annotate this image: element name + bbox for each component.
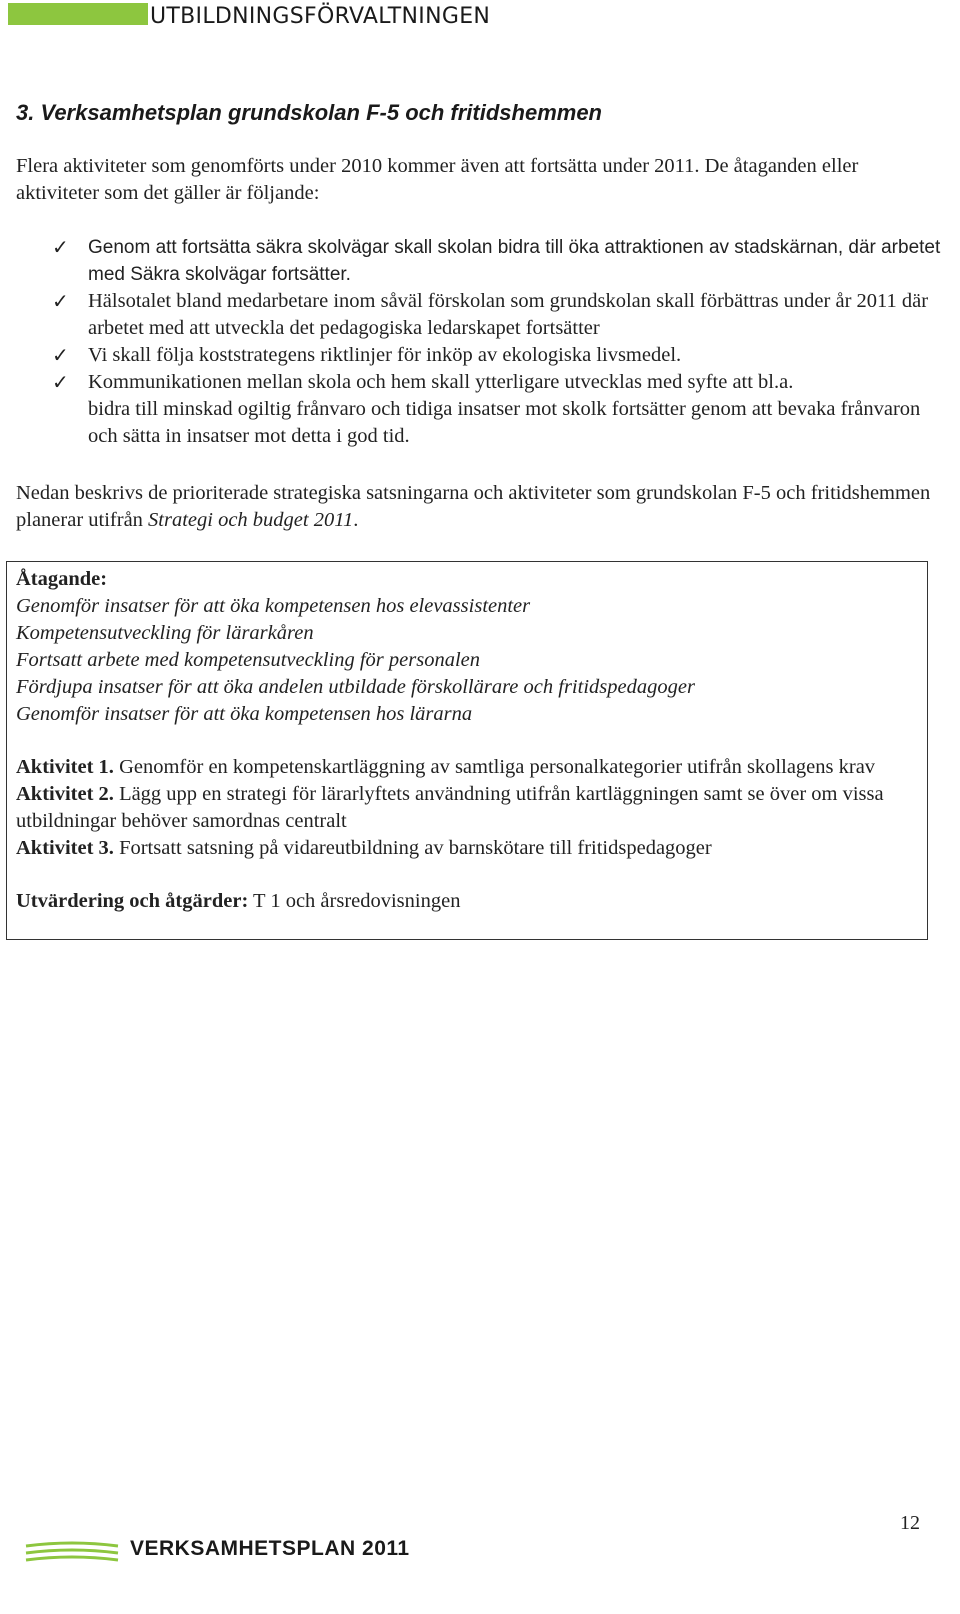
checklist-continuation: bidra till minskad ogiltig frånvaro och tidiga insatser mot skolk fortsätter genom att bevaka frånvaron och sätta in insatser mot detta i god tid. xyxy=(88,398,921,447)
checklist-item-text: Kommunikationen mellan skola och hem skall ytterligare utvecklas med syfte att bl.a. xyxy=(88,371,794,393)
commitment-box xyxy=(6,561,928,940)
footer-title: VERKSAMHETSPLAN 2011 xyxy=(130,1537,410,1560)
commitment-item: Genomför insatser för att öka kompetensen hos lärarna xyxy=(16,703,473,725)
checkmark-icon: ✓ xyxy=(52,370,69,394)
activity-label: Aktivitet 3. xyxy=(16,837,114,859)
activity-text: Genomför en kompetenskartläggning av samtliga personalkategorier utifrån skollagens krav xyxy=(113,756,876,778)
activity-label: Aktivitet 2. xyxy=(16,783,114,805)
checklist-item-text: Vi skall följa koststrategens riktlinjer för inköp av ekologiska livsmedel. xyxy=(88,344,682,366)
checkmark-icon: ✓ xyxy=(52,235,69,259)
section-heading: 3. Verksamhetsplan grundskolan F-5 och fritidshemmen xyxy=(16,100,602,125)
checklist-item-text: Genom att fortsätta säkra skolvägar skall skolan bidra till öka attraktionen av stadskärnan, där arbetet med Säkra skolvägar fortsätter. xyxy=(88,237,941,285)
activity-text: Fortsatt satsning på vidareutbildning av barnskötare till fritidspedagoger xyxy=(113,837,712,859)
page-number: 12 xyxy=(900,1512,920,1534)
header-org-name: UTBILDNINGSFÖRVALTNINGEN xyxy=(150,4,491,29)
header-green-bar xyxy=(8,3,148,25)
commitment-item: Genomför insatser för att öka kompetensen hos elevassistenter xyxy=(16,595,531,617)
green-stripes-logo-icon xyxy=(24,1541,120,1565)
evaluation-label: Utvärdering och åtgärder: xyxy=(16,890,249,912)
activity-label: Aktivitet 1. xyxy=(16,756,114,778)
strategy-paragraph xyxy=(16,480,936,534)
activity-text: Lägg upp en strategi för lärarlyftets användning utifrån kartläggningen samt se över om vissa utbildningar behöver samordnas centralt xyxy=(16,783,884,832)
checklist xyxy=(16,234,946,450)
checklist-item xyxy=(16,342,946,369)
activity-1 xyxy=(16,754,921,781)
commitment-item: Kompetensutveckling för lärarkåren xyxy=(16,622,314,644)
checklist-item xyxy=(16,288,946,342)
evaluation-text: T 1 och årsredovisningen xyxy=(248,890,461,912)
checklist-item-text: Hälsotalet bland medarbetare inom såväl förskolan som grundskolan skall förbättras under år 2011 där arbetet med att utveckla det pedagogiska ledarskapet fortsätter xyxy=(88,290,929,339)
checkmark-icon: ✓ xyxy=(52,343,69,367)
commitment-item: Fortsatt arbete med kompetensutveckling för personalen xyxy=(16,649,480,671)
checklist-item xyxy=(16,234,946,288)
strategy-paragraph-end: . xyxy=(353,509,359,531)
checklist-item xyxy=(16,369,946,396)
checkmark-icon: ✓ xyxy=(52,289,69,313)
commitment-item: Fördjupa insatser för att öka andelen utbildade förskollärare och fritidspedagoger xyxy=(16,676,695,698)
intro-paragraph: Flera aktiviteter som genomförts under 2010 kommer även att fortsätta under 2011. De åtaganden eller aktiviteter som det gäller är följande: xyxy=(16,155,859,204)
activity-3 xyxy=(16,835,921,862)
strategy-reference: Strategi och budget 2011 xyxy=(148,509,354,531)
activity-2 xyxy=(16,781,921,835)
commitment-label: Åtagande: xyxy=(16,568,108,590)
strategy-paragraph-text: Nedan beskrivs de prioriterade strategiska satsningarna och aktiviteter som grundskolan F-5 och fritidshemmen planerar utifrån xyxy=(16,482,931,531)
evaluation xyxy=(16,888,921,915)
